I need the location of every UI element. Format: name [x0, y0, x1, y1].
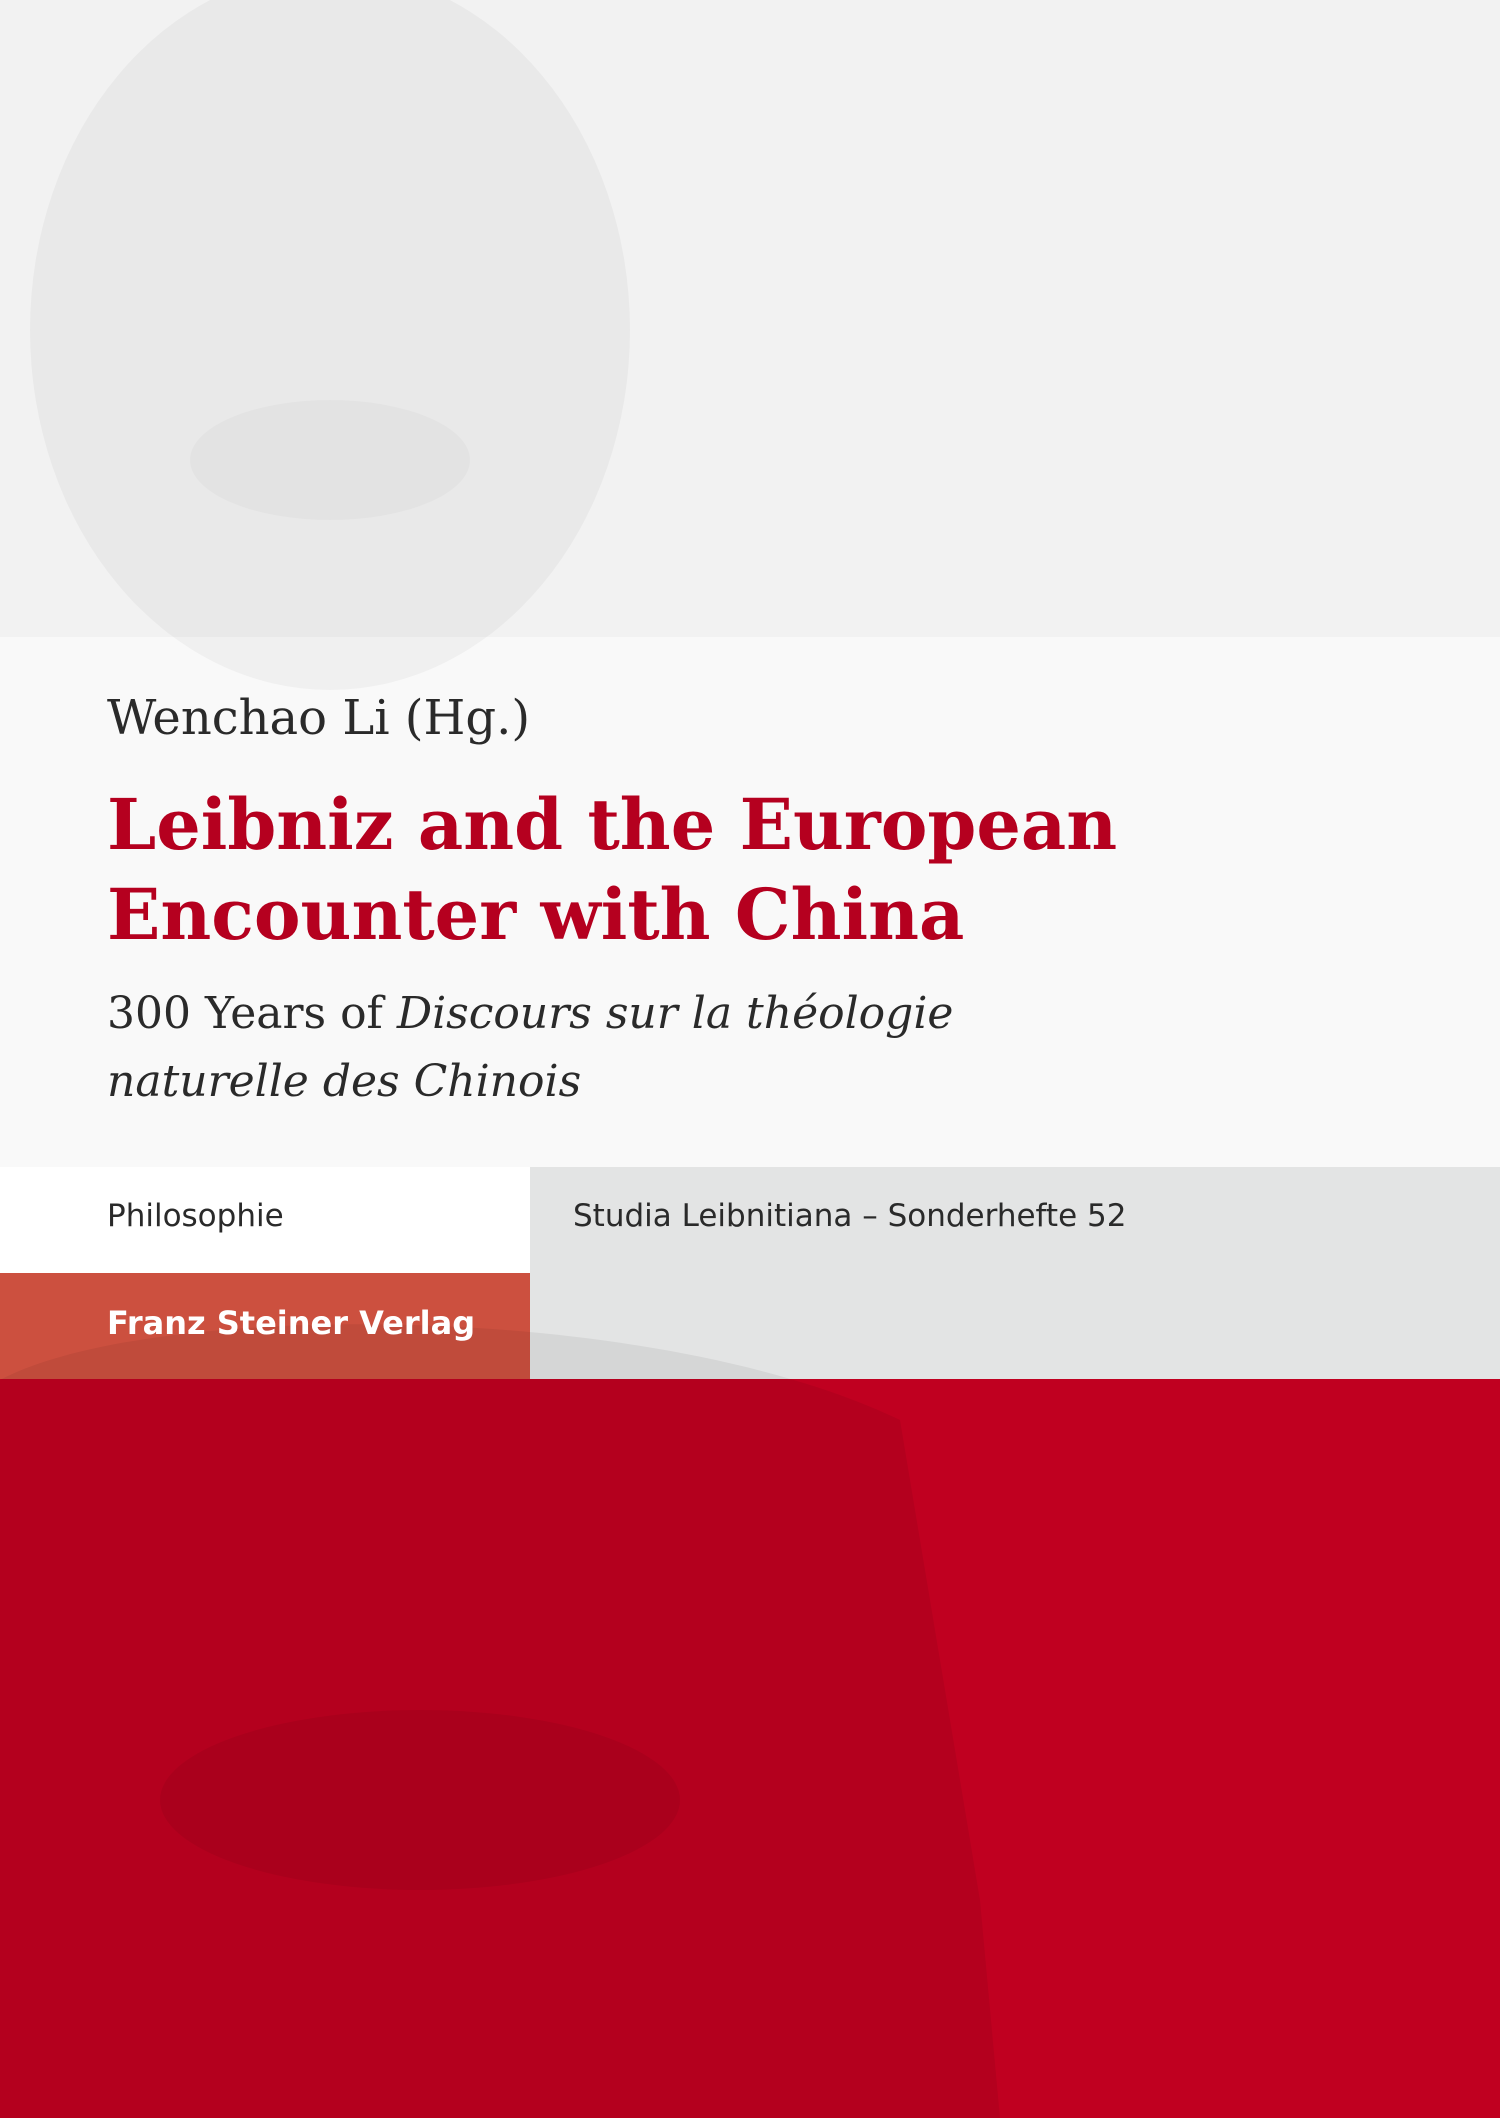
publisher-label: Franz Steiner Verlag [107, 1304, 476, 1342]
book-title [107, 780, 1307, 960]
subtitle-italic-1: Discours sur la théologie [396, 988, 954, 1039]
title-line-1: Leibniz and the European [107, 783, 1118, 866]
editor-name: Wenchao Li (Hg.) [107, 690, 531, 746]
subtitle-plain: 300 Years of [107, 988, 397, 1039]
top-portrait-band [0, 0, 1500, 637]
series-label: Studia Leibnitiana – Sonderhefte 52 [573, 1198, 1127, 1234]
book-subtitle [107, 980, 1207, 1116]
bottom-red-band [0, 1379, 1500, 2118]
subject-label: Philosophie [107, 1198, 284, 1234]
subtitle-italic-2: naturelle des Chinois [107, 1056, 582, 1107]
title-line-2: Encounter with China [107, 873, 965, 956]
